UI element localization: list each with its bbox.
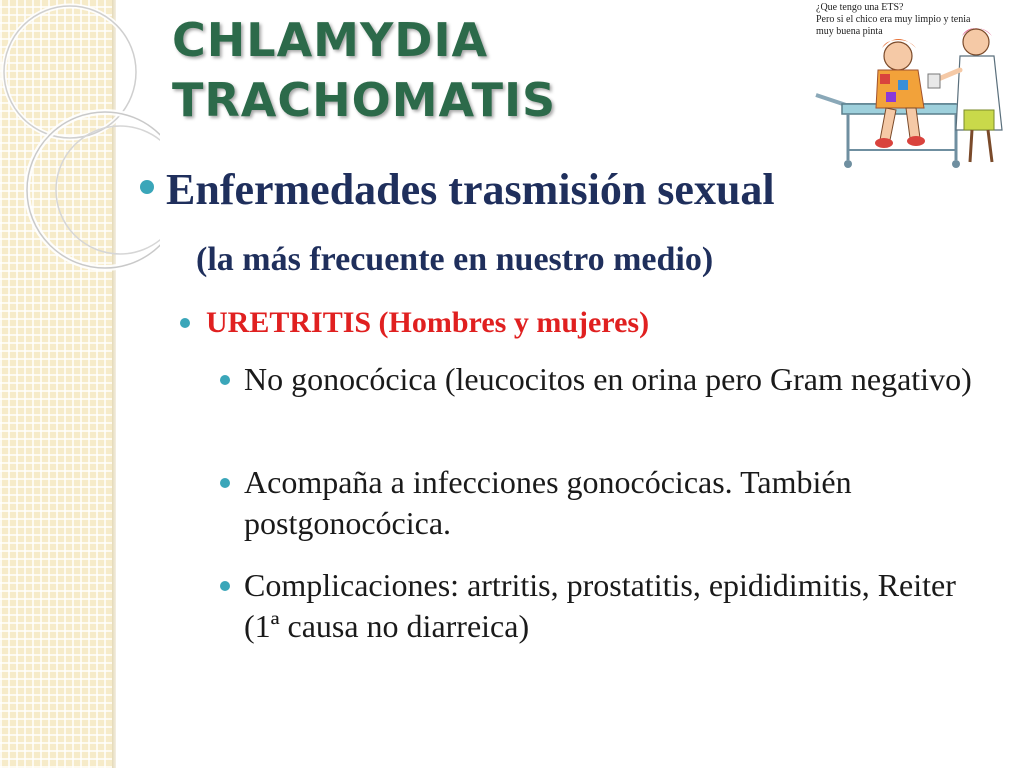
bullet-level-2 (180, 302, 649, 344)
cartoon-caption-line: muy buena pinta (816, 26, 883, 37)
section-text: URETRITIS (Hombres y mujeres) (206, 306, 650, 339)
cartoon-caption-line: Pero si el chico era muy limpio y tenia (816, 14, 971, 25)
list-item: Complicaciones: artritis, prostatitis, epididimitis, Reiter (1ª causa no diarreica) (244, 567, 956, 644)
cartoon-caption-line: ¿Que tengo una ETS? (816, 2, 904, 13)
list-item: No gonocócica (leucocitos en orina pero Gram negativo) (244, 361, 972, 397)
bullet-dot-icon (220, 478, 230, 488)
bullet-dot-icon (220, 375, 230, 385)
bullet-dot-icon (180, 318, 190, 328)
title-line-1: CHLAMYDIA (172, 13, 489, 67)
bullet-level-3 (220, 359, 994, 400)
slide-title (172, 10, 772, 130)
bullet-level-1 (140, 162, 775, 218)
bullet-level-3 (220, 565, 994, 647)
cartoon-caption (816, 2, 1022, 38)
heading-text: Enfermedades trasmisión sexual (166, 165, 775, 214)
heading-subtext: (la más frecuente en nuestro medio) (196, 241, 714, 278)
bullet-dot-icon (140, 180, 154, 194)
list-item: Acompaña a infecciones gonocócicas. También postgonocócica. (244, 464, 852, 541)
bullet-level-3 (220, 462, 994, 544)
decorative-rings-icon (0, 0, 160, 300)
bullet-dot-icon (220, 581, 230, 591)
title-line-2: TRACHOMATIS (172, 73, 557, 127)
